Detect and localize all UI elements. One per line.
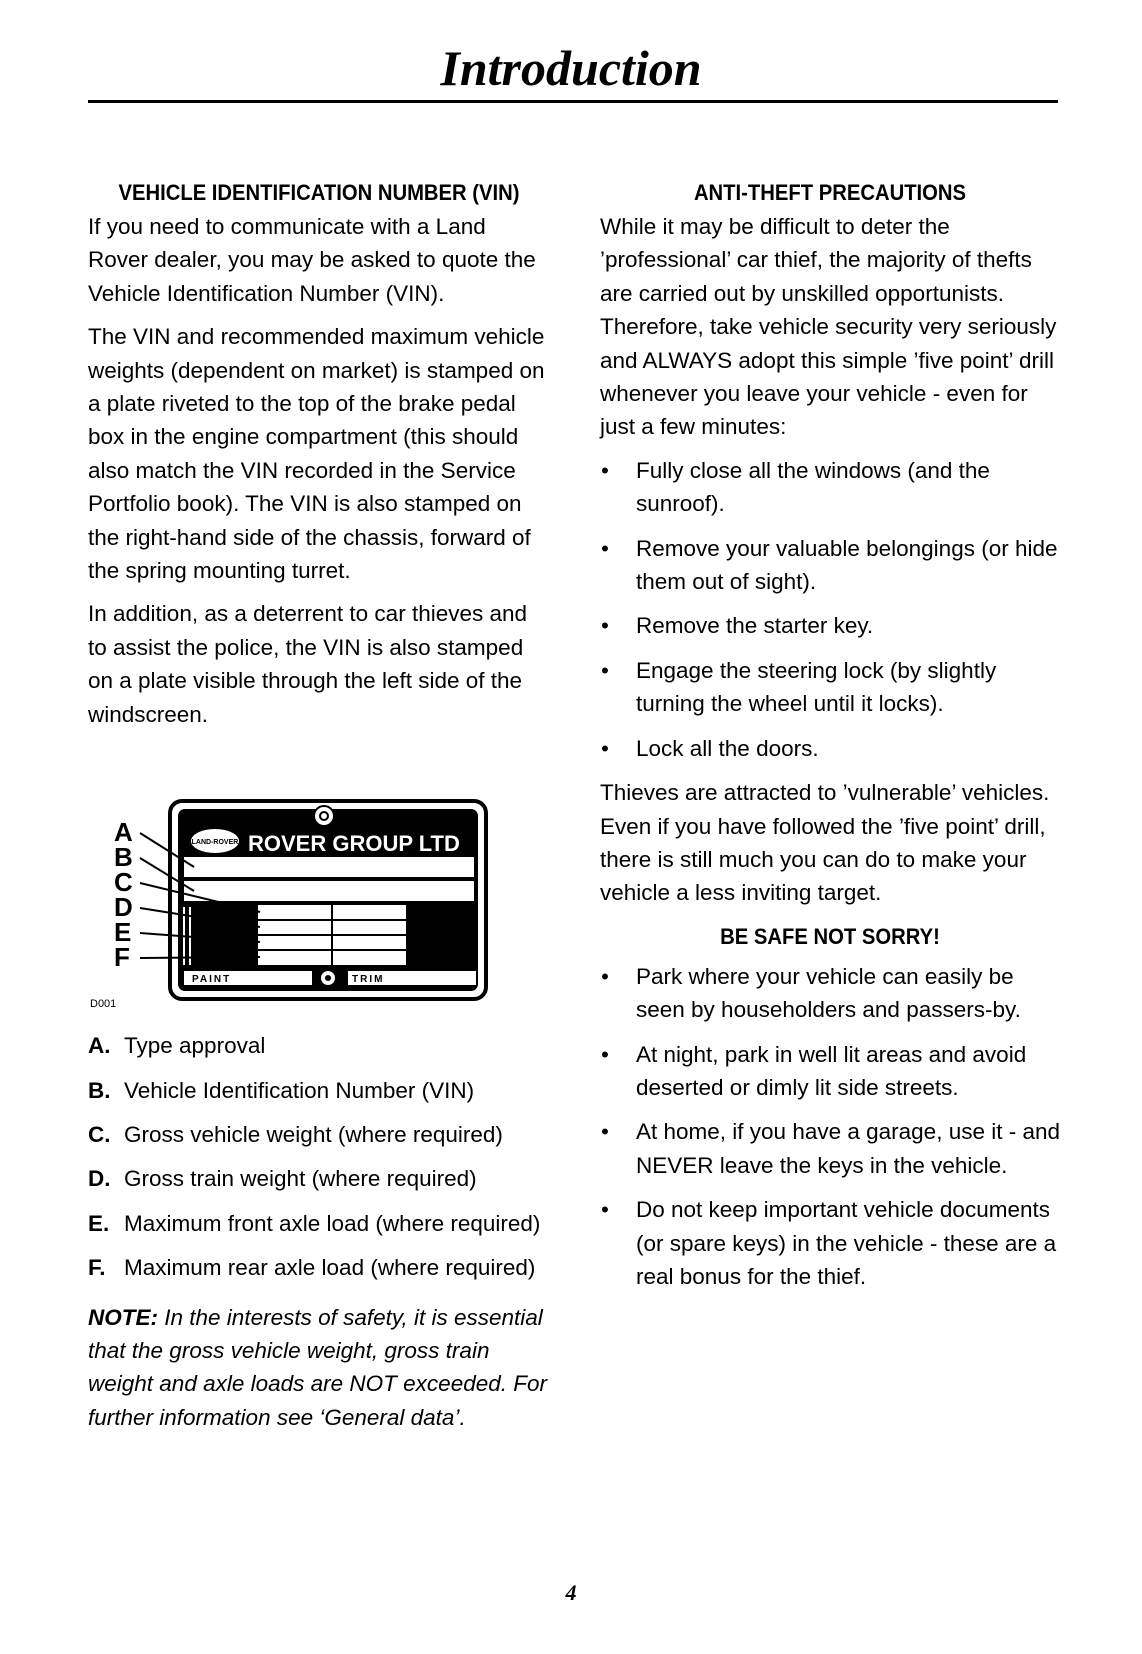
note-text: In the interests of safety, it is essential that the gross vehicle weight, gross train weight and axle loads are NOT exceeded. For further information see ‘General data’.	[88, 1304, 547, 1430]
trim-label: TRIM	[352, 974, 385, 986]
page-number: 4	[565, 1580, 577, 1605]
title-divider	[88, 100, 1058, 103]
vin-paragraph: If you need to communicate with a Land Rover dealer, you may be asked to quote the Vehicle Identification Number (VIN).	[88, 214, 536, 306]
list-item: • Engage the steering lock (by slightly turning the wheel until it locks).	[601, 657, 997, 717]
list-item: • Park where your vehicle can easily be seen by householders and passers-by.	[601, 963, 1021, 1023]
legend-item: F. Maximum rear axle load (where required)	[88, 1255, 536, 1281]
anti-theft-heading: ANTI-THEFT PRECAUTIONS	[693, 180, 967, 205]
paint-label: PAINT	[192, 974, 232, 986]
list-item: • At night, park in well lit areas and avoid deserted or dimly lit side streets.	[601, 1041, 1027, 1100]
figure-code: D001	[90, 998, 117, 1010]
callout-letter: E	[114, 917, 132, 948]
legend-item: A. Type approval	[88, 1033, 266, 1059]
list-item: • Fully close all the windows (and the sunroof).	[601, 457, 990, 517]
list-item: • Remove the starter key.	[601, 613, 874, 639]
left-column	[88, 176, 550, 1434]
list-item: • Lock all the doors.	[601, 735, 819, 761]
callout-letter: F	[114, 942, 130, 973]
safety-note	[88, 1301, 550, 1435]
legend-item: C. Gross vehicle weight (where required)	[88, 1121, 503, 1147]
list-item: • At home, if you have a garage, use it - and NEVER leave the keys in the vehicle.	[601, 1119, 1061, 1178]
five-point-drill-list	[600, 454, 1060, 765]
vin-paragraph: The VIN and recommended maximum vehicle weights (dependent on market) is stamped on a plate riveted to the top of the brake pedal box in the engine compartment (this should also match the VIN recorded in the Service Portfolio book). The VIN is also stamped on the right-hand side of the chassis, forward of the spring mounting turret.	[88, 324, 545, 584]
legend-item: B. Vehicle Identification Number (VIN)	[88, 1077, 475, 1103]
plate-legend	[88, 1029, 550, 1284]
callout-letter: B	[114, 842, 133, 873]
vin-field	[184, 881, 474, 901]
company-name: ROVER GROUP LTD	[248, 831, 460, 857]
list-item: • Do not keep important vehicle documents (or spare keys) in the vehicle - these are a real bonus for the thief.	[601, 1197, 1057, 1289]
callout-letter: A	[114, 817, 133, 848]
anti-theft-outro: Thieves are attracted to ’vulnerable’ vehicles. Even if you have followed the ’five point’ drill, there is still much you can do to make your vehicle a less inviting target.	[600, 780, 1050, 906]
legend-item: D. Gross train weight (where required)	[88, 1166, 477, 1192]
be-safe-heading: BE SAFE NOT SORRY!	[720, 923, 940, 949]
vin-plate-illustration	[88, 779, 508, 1009]
legend-item: E. Maximum front axle load (where required)	[88, 1210, 541, 1236]
be-safe-list	[600, 960, 1060, 1294]
right-column	[600, 176, 1060, 1304]
list-item: • Remove your valuable belongings (or hide them out of sight).	[601, 535, 1058, 595]
type-approval-field	[184, 857, 474, 877]
callout-letter: C	[114, 867, 133, 898]
note-label: NOTE:	[88, 1304, 158, 1330]
vin-paragraph: In addition, as a deterrent to car thieves and to assist the police, the VIN is also stamped on a plate visible through the left side of the windscreen.	[88, 601, 528, 727]
logo-text: LAND-ROVER	[191, 839, 239, 847]
vin-heading: VEHICLE IDENTIFICATION NUMBER (VIN)	[118, 180, 520, 205]
anti-theft-intro: While it may be difficult to deter the ’professional’ car thief, the majority of thefts are carried out by unskilled opportunists. Therefore, take vehicle security very seriously and ALWAYS adopt this simple ’five point’ drill whenever you leave your vehicle - even for just a few minutes:	[600, 214, 1057, 440]
page-title: Introduction	[440, 40, 702, 96]
callout-letter: D	[114, 892, 133, 923]
top-rivet	[314, 806, 334, 826]
vin-plate-figure	[88, 779, 508, 1009]
